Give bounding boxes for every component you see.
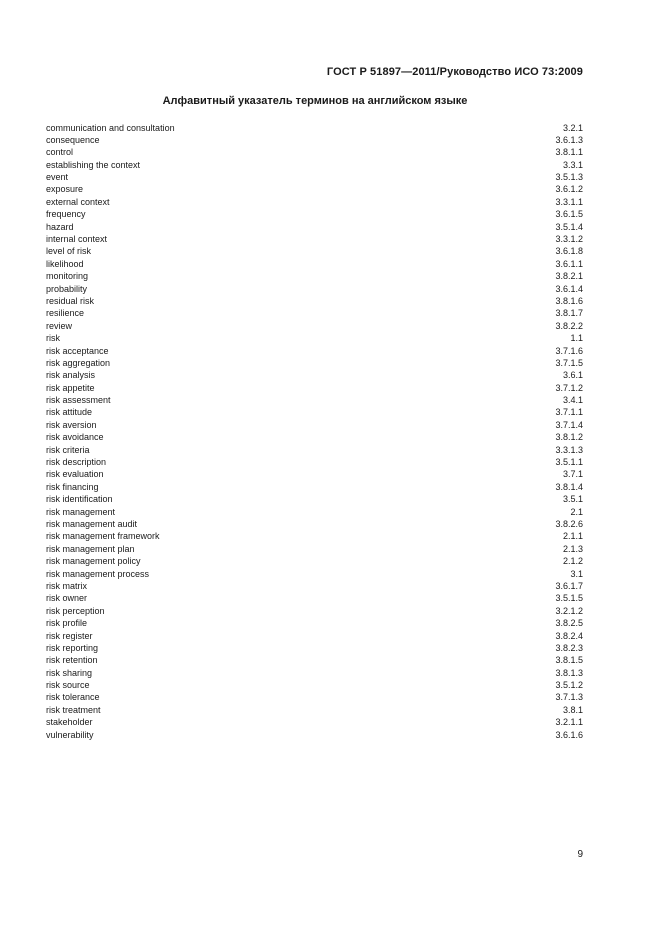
index-term: risk appetite [46,382,95,393]
index-entry [46,369,583,381]
index-term: risk tolerance [46,692,100,703]
index-section-ref: 3.7.1.1 [555,407,583,418]
index-term: event [46,172,69,183]
index-section-ref: 3.7.1 [562,469,583,480]
index-term: risk attitude [46,407,93,418]
index-section-ref: 3.1 [570,568,583,579]
index-section-ref: 3.8.1.2 [555,432,583,443]
document-header: ГОСТ Р 51897—2011/Руководство ИСО 73:2009 [326,66,583,78]
index-entry [46,307,583,319]
index-section-ref: 3.7.1.4 [555,419,583,430]
index-entry [46,667,583,679]
index-entry [46,208,583,220]
index-section-ref: 3.5.1.2 [555,680,583,691]
index-section-ref: 3.8.2.3 [555,642,583,653]
index-term: residual risk [46,295,95,306]
index-entry [46,159,583,171]
index-section-ref: 3.8.1.1 [555,147,583,158]
index-entry [46,729,583,741]
index-section-ref: 3.6.1.8 [555,246,583,257]
index-term: risk analysis [46,370,96,381]
index-term: risk assessment [46,395,111,406]
index-term: risk register [46,630,93,641]
index-section-ref: 3.5.1.3 [555,172,583,183]
index-section-ref: 3.5.1 [562,494,583,505]
index-entry [46,419,583,431]
index-entry [46,146,583,158]
index-entry [46,431,583,443]
index-entry [46,704,583,716]
index-term: communication and consultation [46,122,175,133]
index-section-ref: 3.8.1.4 [555,481,583,492]
index-section-ref: 3.8.1.3 [555,667,583,678]
index-entry [46,345,583,357]
index-entry [46,394,583,406]
index-entry [46,518,583,530]
index-section-ref: 3.6.1 [562,370,583,381]
index-entry [46,270,583,282]
index-term: likelihood [46,258,84,269]
index-term: consequence [46,134,100,145]
index-term: risk reporting [46,642,99,653]
index-entry [46,468,583,480]
index-section-ref: 3.8.1 [562,704,583,715]
index-section-ref: 3.8.2.4 [555,630,583,641]
index-section-ref: 3.3.1 [562,159,583,170]
index-entry [46,221,583,233]
index-term: risk acceptance [46,345,109,356]
index-entry [46,332,583,344]
index-entry [46,295,583,307]
index-entry [46,196,583,208]
index-section-ref: 3.5.1.4 [555,221,583,232]
index-section-ref: 3.6.1.2 [555,184,583,195]
page-number: 9 [577,849,583,860]
index-term: internal context [46,234,108,245]
index-term: risk avoidance [46,432,104,443]
index-term: level of risk [46,246,92,257]
index-section-ref: 3.3.1.3 [555,444,583,455]
index-section-ref: 3.2.1.2 [555,605,583,616]
index-section-ref: 3.3.1.2 [555,234,583,245]
index-term: risk criteria [46,444,90,455]
index-title: Алфавитный указатель терминов на английском языке [162,95,468,107]
index-term: risk management process [46,568,150,579]
index-entry [46,530,583,542]
index-section-ref: 3.8.2.6 [555,519,583,529]
index-section-ref: 3.8.1.7 [555,308,583,319]
index-term: risk evaluation [46,469,104,480]
index-entry [46,630,583,642]
index-section-ref: 3.8.2.1 [555,271,583,282]
index-entry [46,555,583,567]
index-entry [46,716,583,728]
term-index-list [46,122,583,742]
index-entry [46,134,583,146]
index-section-ref: 3.7.1.3 [555,692,583,703]
index-entry [46,283,583,295]
index-section-ref: 2.1.1 [562,531,583,542]
index-entry [46,481,583,493]
index-term: risk retention [46,655,98,666]
index-section-ref: 3.7.1.5 [555,357,583,368]
index-entry [46,592,583,604]
index-term: probability [46,283,88,294]
index-entry [46,357,583,369]
index-entry [46,444,583,456]
index-term: risk aggregation [46,357,111,368]
index-term: hazard [46,221,74,232]
index-entry [46,258,583,270]
index-entry [46,320,583,332]
index-section-ref: 3.7.1.6 [555,345,583,356]
index-entry [46,506,583,518]
index-term: risk management framework [46,531,160,542]
index-entry [46,654,583,666]
index-entry [46,568,583,580]
index-term: risk aversion [46,419,97,430]
index-term: monitoring [46,271,89,282]
index-term: risk description [46,457,107,468]
index-term: risk owner [46,593,88,604]
index-section-ref: 1.1 [570,333,583,344]
index-term: risk management [46,506,116,517]
index-term: risk management policy [46,556,141,567]
index-entry [46,382,583,394]
index-section-ref: 3.6.1.4 [555,283,583,294]
index-section-ref: 3.7.1.2 [555,382,583,393]
index-term: review [46,320,73,331]
index-section-ref: 3.6.1.3 [555,134,583,145]
index-entry [46,245,583,257]
index-entry [46,642,583,654]
index-term: risk treatment [46,704,101,715]
index-entry [46,543,583,555]
index-section-ref: 3.2.1 [562,122,583,133]
index-term: risk matrix [46,580,87,591]
index-term: risk source [46,680,90,691]
index-section-ref: 3.3.1.1 [555,196,583,207]
index-term: vulnerability [46,729,94,740]
index-term: risk management audit [46,519,138,529]
index-term: risk profile [46,618,88,629]
index-entry [46,679,583,691]
index-section-ref: 3.6.1.6 [555,729,583,740]
index-entry [46,183,583,195]
index-term: frequency [46,209,86,220]
index-section-ref: 2.1.2 [562,556,583,567]
index-term: stakeholder [46,717,93,728]
index-entry [46,691,583,703]
index-section-ref: 2.1.3 [562,543,583,554]
index-term: risk perception [46,605,105,616]
index-section-ref: 3.8.1.5 [555,655,583,666]
index-entry [46,493,583,505]
index-section-ref: 3.4.1 [562,395,583,406]
index-section-ref: 3.5.1.1 [555,457,583,468]
index-section-ref: 3.6.1.1 [555,258,583,269]
index-term: risk sharing [46,667,93,678]
index-term: establishing the context [46,159,141,170]
index-section-ref: 3.6.1.7 [555,580,583,591]
index-term: control [46,147,74,158]
index-section-ref: 3.8.1.6 [555,295,583,306]
index-section-ref: 3.6.1.5 [555,209,583,220]
index-entry [46,617,583,629]
index-term: risk financing [46,481,99,492]
index-section-ref: 3.5.1.5 [555,593,583,604]
index-term: risk management plan [46,543,135,554]
index-entry [46,605,583,617]
index-term: resilience [46,308,85,319]
index-section-ref: 3.8.2.2 [555,320,583,331]
index-entry [46,456,583,468]
index-section-ref: 2.1 [570,506,583,517]
index-entry [46,171,583,183]
index-term: external context [46,196,110,207]
index-entry [46,580,583,592]
index-section-ref: 3.8.2.5 [555,618,583,629]
index-term: risk [46,333,60,344]
index-section-ref: 3.2.1.1 [555,717,583,728]
index-entry [46,406,583,418]
index-entry [46,233,583,245]
index-term: exposure [46,184,84,195]
index-entry [46,122,583,134]
index-term: risk identification [46,494,113,505]
